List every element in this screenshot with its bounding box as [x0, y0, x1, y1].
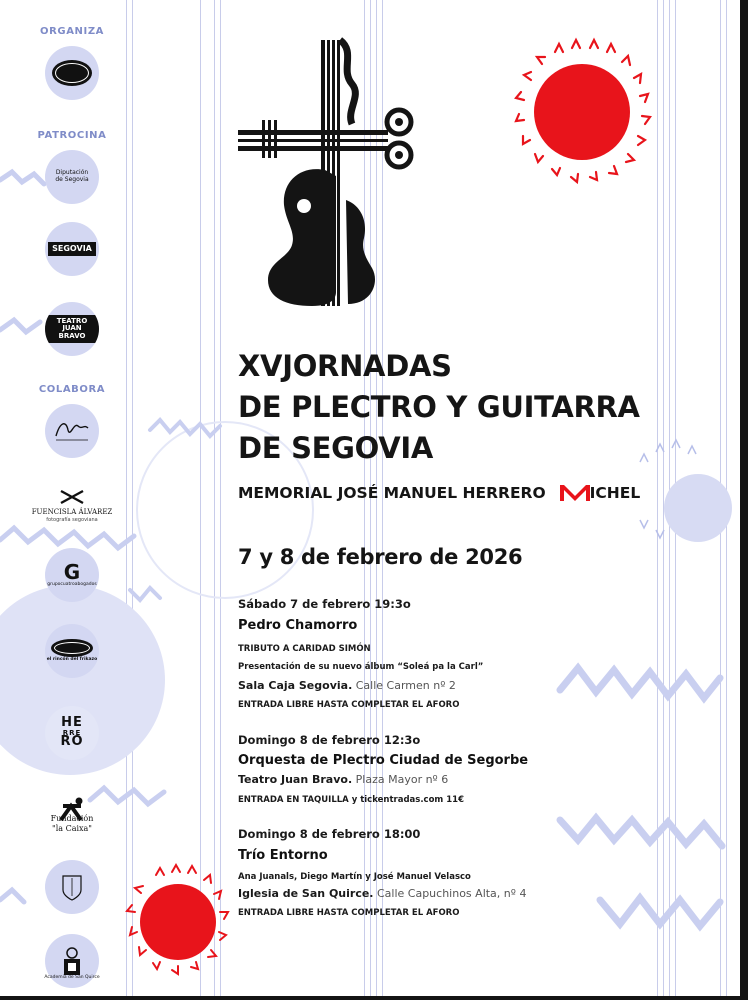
grupo-logo	[45, 548, 99, 602]
right-border	[740, 0, 748, 1000]
academia-caption: Academia de San Quirce	[44, 975, 100, 980]
rincon-logo-text: el rincón del frikazo	[46, 657, 98, 663]
signature-icon	[52, 416, 92, 446]
organiza-heading: ORGANIZA	[39, 26, 105, 37]
crest-logo	[45, 860, 99, 914]
michel-text: ICHEL	[589, 484, 641, 502]
ribbon-right	[560, 668, 722, 926]
pale-circle	[664, 474, 732, 542]
memorial-text: MEMORIAL JOSÉ MANUEL HERRERO	[238, 484, 546, 502]
event-3-when: Domingo 8 de febrero 18:00	[238, 827, 421, 841]
title-line-2: DE PLECTRO Y GUITARRA	[238, 390, 640, 424]
guitar-illustration	[238, 40, 411, 306]
herrero-logo-line2: RRE	[62, 728, 82, 737]
event-3-entry: ENTRADA LIBRE HASTA COMPLETAR EL AFORO	[238, 908, 460, 918]
grupo-logo-text: grupocuatroabogados	[47, 582, 97, 588]
event-dates: 7 y 8 de febrero de 2026	[238, 545, 523, 569]
la-caixa-caption2: "la Caixa"	[52, 824, 92, 833]
michel-m-icon	[560, 485, 590, 501]
event-3-name: Trío Entorno	[238, 848, 328, 863]
teatro-logo-line1: TEATRO	[56, 316, 88, 325]
seal-icon	[60, 945, 84, 977]
event-3-venue	[238, 887, 526, 900]
event-3-venue-name: Iglesia de San Quirce.	[238, 887, 374, 900]
diputacion-logo	[45, 150, 99, 204]
segovia-logo	[45, 222, 99, 276]
title-line-3: DE SEGOVIA	[238, 431, 434, 465]
rincon-logo	[45, 624, 99, 678]
michel-logo	[560, 484, 641, 502]
grupo-mark-icon: G	[63, 560, 81, 585]
guitar-maker-logo	[45, 404, 99, 458]
fuencisla-caption: FUENCISLA ÁLVAREZ	[31, 508, 113, 516]
memorial-line	[238, 484, 640, 502]
event-1-address: Calle Carmen nº 2	[355, 679, 456, 692]
diputacion-logo-text: Diputación de Segovia	[55, 169, 89, 183]
teatro-logo-line2: JUAN BRAVO	[58, 324, 86, 340]
event-1-subtitle: TRIBUTO A CARIDAD SIMÓN	[238, 644, 371, 654]
herrero-logo-line1: HE	[61, 715, 83, 731]
event-3-address: Calle Capuchinos Alta, nº 4	[376, 887, 527, 900]
title-line-1: XVJORNADAS	[238, 349, 452, 383]
event-2-venue-name: Teatro Juan Bravo.	[238, 773, 353, 786]
la-caixa-caption1: Fundación	[50, 814, 94, 823]
teatro-juan-bravo-logo	[45, 302, 99, 356]
event-2-address: Plaza Mayor nº 6	[355, 773, 449, 786]
patrocina-heading: PATROCINA	[37, 130, 107, 141]
herrero-logo	[45, 706, 99, 760]
event-2-name: Orquesta de Plectro Ciudad de Segorbe	[238, 753, 529, 768]
event-2-entry: ENTRADA EN TAQUILLA y tickentradas.com 11€	[238, 795, 464, 805]
ribbon-top	[130, 420, 220, 600]
event-2-when: Domingo 8 de febrero 12:3o	[238, 733, 421, 747]
coat-of-arms-icon	[59, 872, 85, 902]
event-1-note: Presentación de su nuevo álbum “Soleá pa la Carl”	[238, 662, 484, 672]
organiza-logo	[45, 46, 99, 100]
event-1-entry: ENTRADA LIBRE HASTA COMPLETAR EL AFORO	[238, 700, 460, 710]
colabora-heading: COLABORA	[38, 384, 106, 395]
event-2-venue	[238, 773, 448, 786]
bottom-border	[0, 996, 748, 1000]
herrero-logo-line3: RO	[60, 734, 84, 750]
red-sun-top	[516, 40, 650, 182]
event-1-venue-name: Sala Caja Segovia.	[238, 679, 353, 692]
scissors-icon	[57, 487, 87, 507]
fuencisla-subcaption: fotografía segoviana	[46, 517, 98, 523]
segovia-logo-text: SEGOVIA	[48, 242, 96, 256]
red-sun-bottom	[127, 865, 228, 974]
event-1-venue	[238, 679, 456, 692]
event-1-when: Sábado 7 de febrero 19:3o	[238, 597, 411, 611]
event-1-name: Pedro Chamorro	[238, 618, 358, 633]
event-3-members: Ana Juanals, Diego Martín y José Manuel Velasco	[238, 872, 471, 882]
